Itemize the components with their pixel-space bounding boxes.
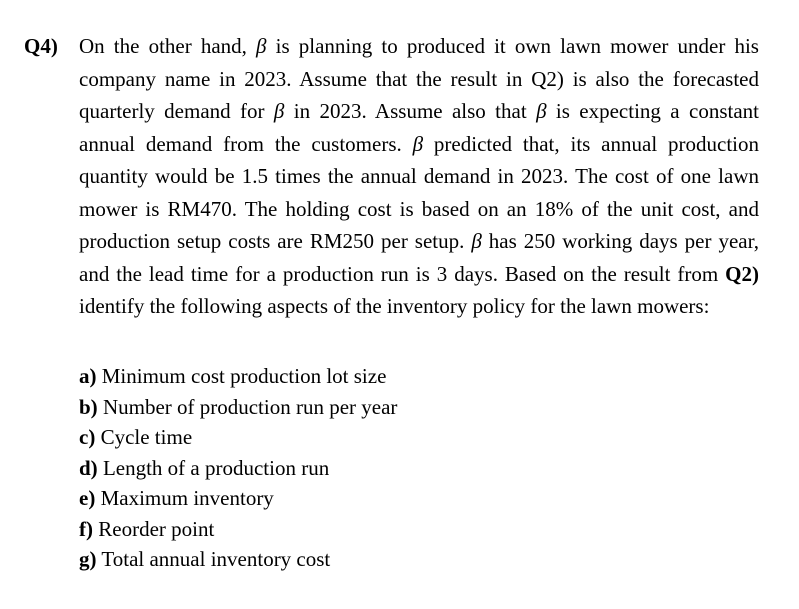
question-text-segment: identify the following aspects of the inventory policy for the lawn mowers: — [79, 294, 710, 318]
item-letter: c) — [79, 425, 96, 449]
item-letter: a) — [79, 364, 97, 388]
list-item — [79, 361, 679, 392]
question-text-segment: is expecting a constant annual demand from the customers. — [79, 99, 759, 156]
item-letter: e) — [79, 486, 96, 510]
question-number: Q4) — [24, 34, 58, 58]
list-item — [79, 392, 679, 423]
item-text: Number of production run per year — [102, 394, 398, 419]
item-letter: f) — [79, 516, 93, 541]
question-text — [79, 30, 759, 323]
list-item — [79, 514, 679, 545]
beta-symbol: β — [273, 99, 285, 123]
list-item — [79, 483, 679, 514]
question-text-segment: is planning to produced it own lawn mower under his company name in 2023. Assume that the result in Q2) is also the forecasted quarterly demand for — [79, 34, 759, 123]
item-text: Total annual inventory cost — [101, 547, 331, 571]
question-text-segment: On the other hand, — [79, 34, 257, 58]
item-text: Minimum cost production lot size — [101, 364, 387, 388]
item-letter: d) — [79, 455, 98, 480]
item-letter: g) — [79, 547, 97, 571]
question-text-segment: has 250 working days per year, and the lead time for a production run is 3 days. Based on the result from — [79, 229, 759, 286]
item-text: Cycle time — [100, 425, 193, 449]
item-text: Reorder point — [98, 516, 215, 541]
question-text-segment: predicted that, its annual production quantity would be 1.5 times the annual demand in 2023. The cost of one lawn mower is RM470. The holding cost is based on an 18% of the unit cost, and production setup costs are RM250 per setup. — [79, 131, 759, 253]
subquestion-list — [79, 361, 679, 575]
beta-symbol: β — [412, 131, 424, 156]
item-letter: b) — [79, 394, 98, 419]
beta-symbol: β — [536, 99, 547, 123]
beta-symbol: β — [471, 229, 482, 253]
list-item — [79, 453, 679, 484]
item-text: Length of a production run — [102, 455, 330, 480]
beta-symbol: β — [256, 34, 267, 58]
item-text: Maximum inventory — [100, 486, 274, 510]
q2-reference: Q2) — [725, 261, 759, 286]
list-item — [79, 544, 679, 575]
question-text-segment: in 2023. Assume also that — [284, 99, 537, 123]
list-item — [79, 422, 679, 453]
